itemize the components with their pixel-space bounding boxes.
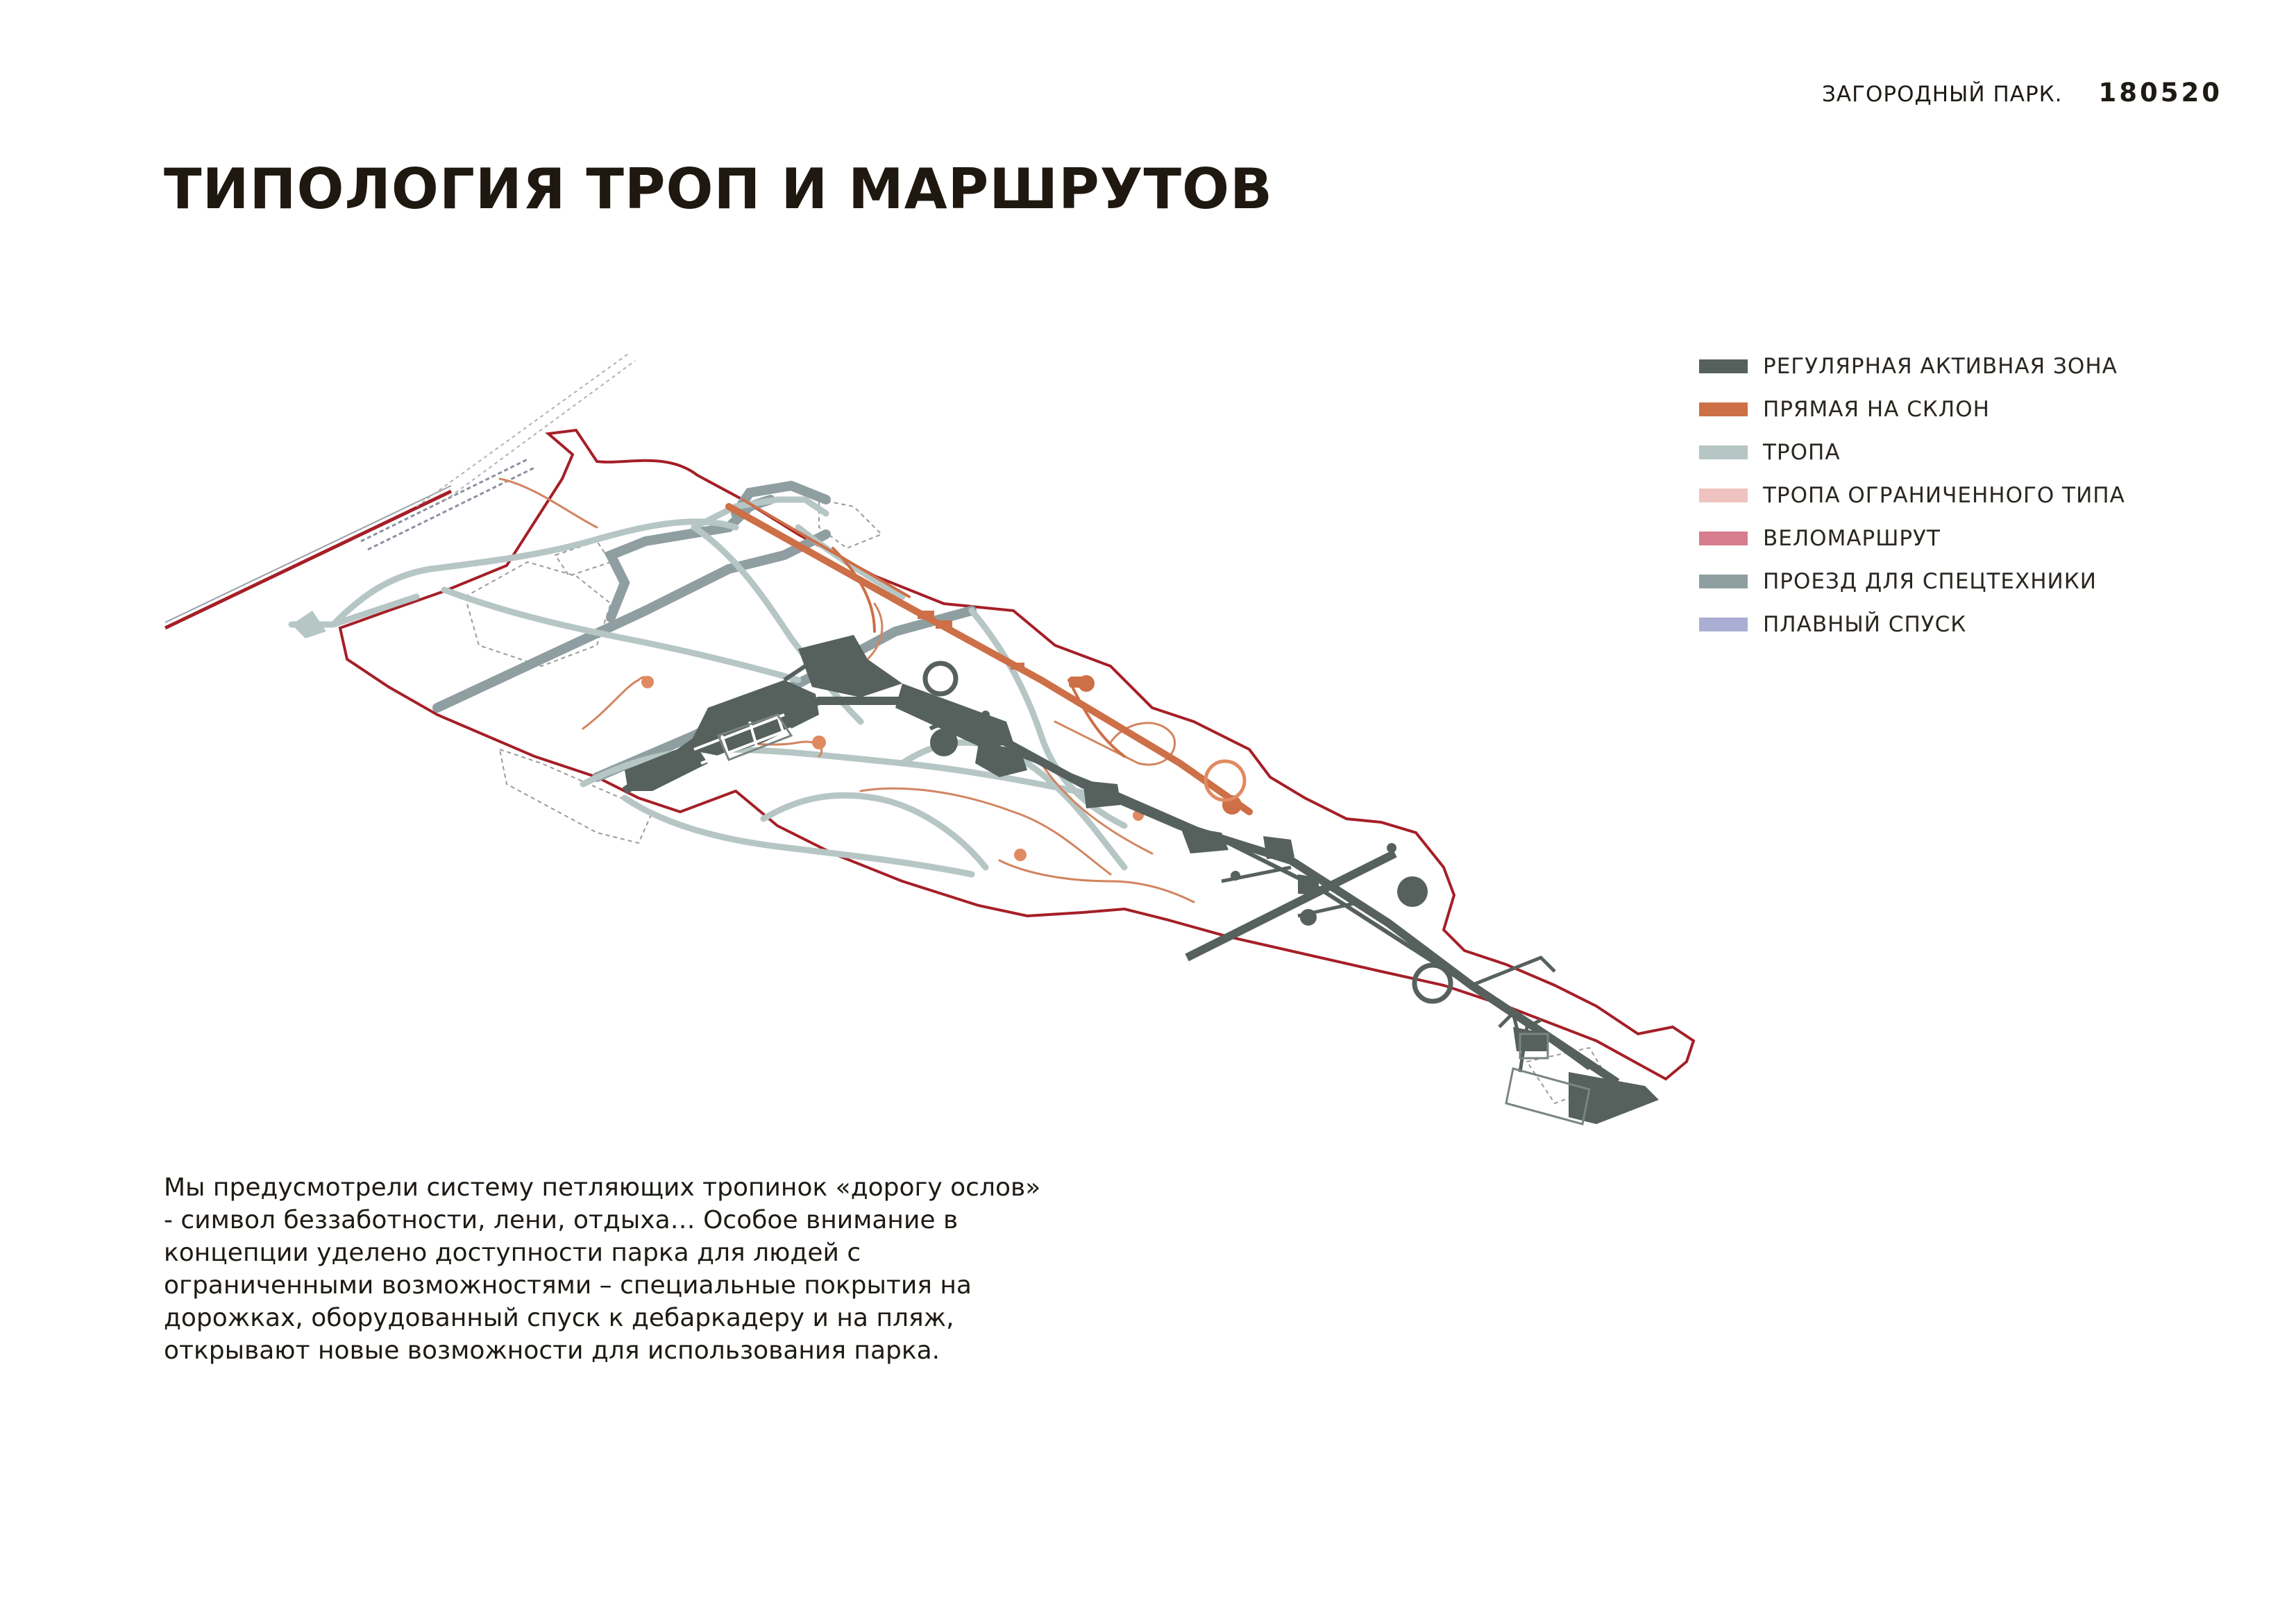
legend-swatch-trail bbox=[1699, 445, 1748, 459]
legend-label: ТРОПА bbox=[1763, 440, 1841, 465]
project-name: ЗАГОРОДНЫЙ ПАРК. bbox=[1822, 82, 2063, 107]
project-code: 180520 bbox=[2098, 78, 2222, 108]
legend-item-limited-trail bbox=[1699, 474, 2125, 517]
legend-label: ВЕЛОМАРШРУТ bbox=[1763, 526, 1941, 551]
legend-swatch-service-road bbox=[1699, 575, 1748, 588]
legend bbox=[1699, 345, 2125, 646]
description-text: Мы предусмотрели систему петляющих тропинок «дорогу ослов» - символ беззаботности, лени, отдыха… Особое внимание в концепции уделено доступности парка для людей с ограниченными возможностями – специальные покрытия на дорожках, оборудованный спуск к дебаркадеру и на пляж, открывают новые возможности для использования парка. bbox=[164, 1173, 1041, 1365]
legend-label: ПЛАВНЫЙ СПУСК bbox=[1763, 612, 1967, 637]
trails bbox=[292, 500, 1124, 874]
legend-item-gentle-descent bbox=[1699, 603, 2125, 646]
legend-item-trail bbox=[1699, 431, 2125, 474]
legend-item-bike-route bbox=[1699, 517, 2125, 560]
legend-label: ТРОПА ОГРАНИЧЕННОГО ТИПА bbox=[1763, 483, 2125, 508]
legend-label: ПРЯМАЯ НА СКЛОН bbox=[1763, 397, 1990, 422]
active-zone-outlines bbox=[718, 715, 1589, 1124]
legend-item-slope-route bbox=[1699, 388, 2125, 431]
legend-swatch-slope-route bbox=[1699, 402, 1748, 416]
legend-swatch-bike-route bbox=[1699, 532, 1748, 545]
legend-label: РЕГУЛЯРНАЯ АКТИВНАЯ ЗОНА bbox=[1763, 354, 2118, 379]
entry-marker bbox=[292, 611, 326, 638]
legend-swatch-limited-trail bbox=[1699, 488, 1748, 502]
legend-item-active-zone bbox=[1699, 345, 2125, 388]
legend-swatch-gentle-descent bbox=[1699, 618, 1748, 631]
page-title: ТИПОЛОГИЯ ТРОП И МАРШРУТОВ bbox=[164, 157, 1273, 221]
legend-label: ПРОЕЗД ДЛЯ СПЕЦТЕХНИКИ bbox=[1763, 569, 2097, 594]
active-zone bbox=[625, 635, 1659, 1124]
legend-swatch-active-zone bbox=[1699, 359, 1748, 373]
railway-lines bbox=[165, 354, 635, 628]
building-plot-outlines bbox=[465, 500, 1610, 1103]
legend-item-service-road bbox=[1699, 560, 2125, 603]
